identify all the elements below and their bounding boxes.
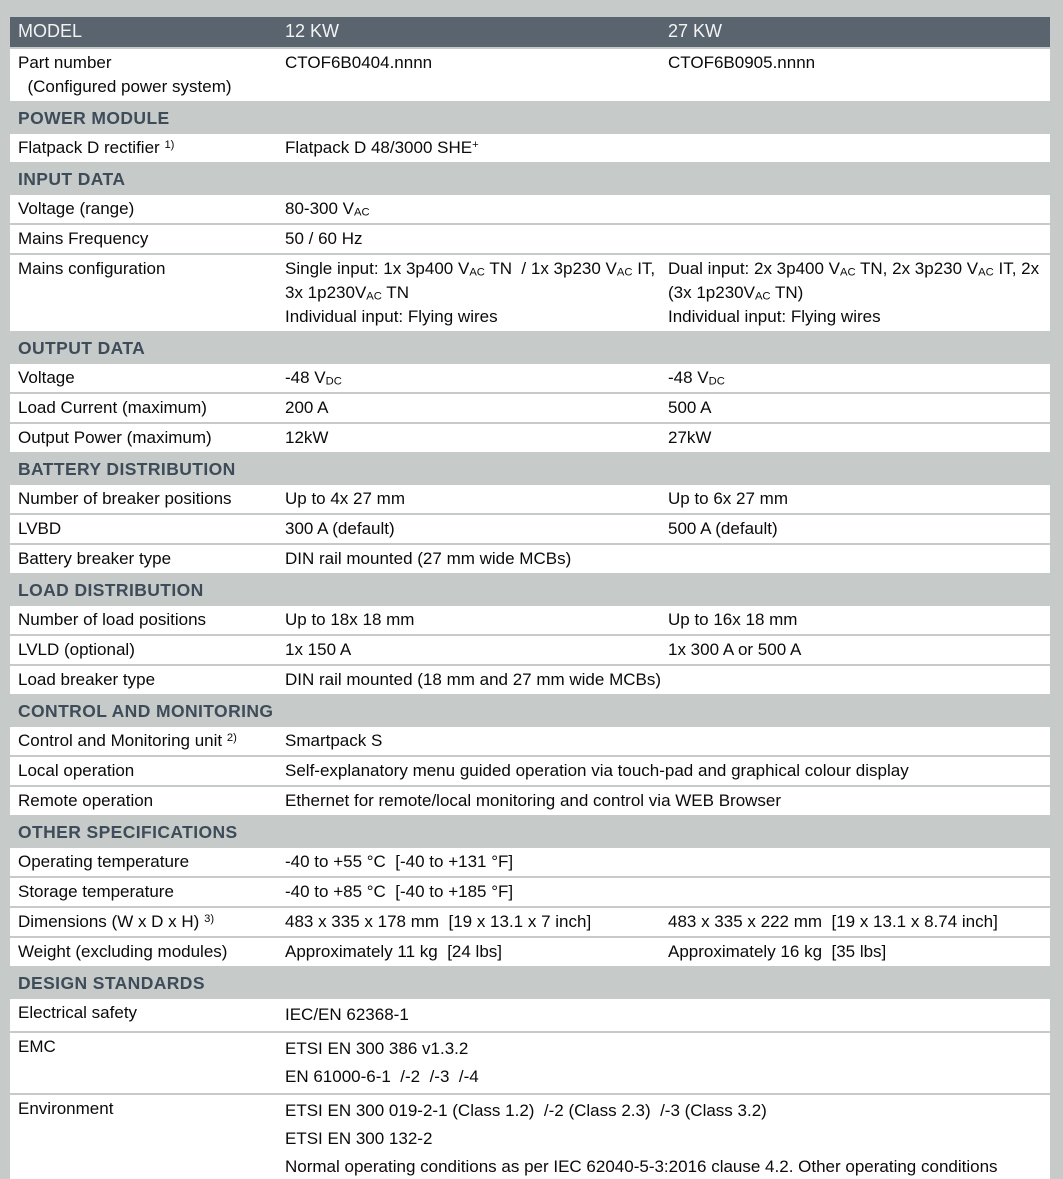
output-voltage-12kw: -48 $V_{DC}$: [285, 368, 342, 388]
output-power-label: Output Power (maximum): [18, 428, 212, 447]
row-breaker-positions: [10, 485, 1050, 513]
row-load-positions: [10, 606, 1050, 634]
dimensions-12kw: 483 x 335 x 178 mm [19 x 13.1 x 7 inch]: [285, 912, 592, 931]
emc-label: EMC: [18, 1037, 56, 1056]
section-other-specifications: [10, 817, 1050, 847]
section-power-module: [10, 103, 1050, 133]
section-title-battery-distribution: BATTERY DISTRIBUTION: [18, 459, 236, 479]
mains-configuration-12kw: Single input: 1x 3p400 $V_{AC}$ TN / 1x 3p230 $V_{AC}$ IT, 3x $1p230V_{AC}$ TN Individual input: Flying wires: [285, 259, 660, 326]
rectifier-value: Flatpack D 48/3000 SHE+: [285, 138, 479, 157]
load-current-12kw: 200 A: [285, 398, 329, 417]
local-operation-value: Self-explanatory menu guided operation via touch-pad and graphical colour display: [285, 761, 909, 780]
header-12kw: 12 KW: [285, 21, 340, 41]
spec-table: [10, 17, 1050, 1179]
weight-12kw: Approximately 11 kg [24 lbs]: [285, 942, 503, 961]
breaker-positions-27kw: Up to 6x 27 mm: [668, 489, 788, 508]
part-number-12kw: CTOF6B0404.nnnn: [285, 53, 433, 72]
row-operating-temperature: [10, 848, 1050, 876]
section-output-data: [10, 333, 1050, 363]
row-output-power: [10, 424, 1050, 452]
section-load-distribution: [10, 575, 1050, 605]
storage-temperature-label: Storage temperature: [18, 882, 174, 901]
lvbd-27kw: 500 A (default): [668, 519, 778, 538]
load-current-label: Load Current (maximum): [18, 398, 207, 417]
row-electrical-safety: [10, 999, 1050, 1031]
section-title-output-data: OUTPUT DATA: [18, 338, 146, 358]
row-load-breaker-type: [10, 666, 1050, 694]
part-number-label: Part number (Configured power system): [18, 53, 232, 96]
part-number-27kw: CTOF6B0905.nnnn: [668, 53, 816, 72]
row-weight: [10, 938, 1050, 966]
emc-value: ETSI EN 300 386 v1.3.2 EN 61000-6-1 /-2 /-3 /-4: [285, 1039, 479, 1086]
lvbd-12kw: 300 A (default): [285, 519, 395, 538]
electrical-safety-label: Electrical safety: [18, 1003, 138, 1022]
section-title-other-specifications: OTHER SPECIFICATIONS: [18, 822, 238, 842]
section-title-load-distribution: LOAD DISTRIBUTION: [18, 580, 204, 600]
load-positions-label: Number of load positions: [18, 610, 207, 629]
section-battery-distribution: [10, 454, 1050, 484]
environment-label: Environment: [18, 1099, 114, 1118]
row-dimensions: [10, 908, 1050, 936]
load-positions-27kw: Up to 16x 18 mm: [668, 610, 798, 629]
load-breaker-type-value: DIN rail mounted (18 mm and 27 mm wide MCBs): [285, 670, 662, 689]
operating-temperature-label: Operating temperature: [18, 852, 190, 871]
battery-breaker-type-value: DIN rail mounted (27 mm wide MCBs): [285, 549, 572, 568]
row-lvld: [10, 636, 1050, 664]
weight-27kw: Approximately 16 kg [35 lbs]: [668, 942, 887, 961]
control-unit-label: Control and Monitoring unit $^{2)}$: [18, 731, 237, 750]
breaker-positions-12kw: Up to 4x 27 mm: [285, 489, 405, 508]
row-lvbd: [10, 515, 1050, 543]
mains-configuration-label: Mains configuration: [18, 259, 166, 278]
load-positions-12kw: Up to 18x 18 mm: [285, 610, 415, 629]
section-title-control-and-monitoring: CONTROL AND MONITORING: [18, 701, 274, 721]
lvbd-label: LVBD: [18, 519, 62, 538]
battery-breaker-type-label: Battery breaker type: [18, 549, 172, 568]
rectifier-label: Flatpack D rectifier $^{1)}$: [18, 138, 175, 157]
row-remote-operation: [10, 787, 1050, 815]
operating-temperature-value: -40 to +55 °C [-40 to +131 °F]: [285, 852, 514, 871]
mains-frequency-label: Mains Frequency: [18, 229, 149, 248]
row-emc: [10, 1033, 1050, 1093]
row-output-voltage: [10, 364, 1050, 392]
voltage-range-value: 80-300 $V_{AC}$: [285, 199, 370, 219]
section-design-standards: [10, 968, 1050, 998]
load-breaker-type-label: Load breaker type: [18, 670, 156, 689]
row-storage-temperature: [10, 878, 1050, 906]
section-title-design-standards: DESIGN STANDARDS: [18, 973, 205, 993]
lvld-label: LVLD (optional): [18, 640, 135, 659]
row-voltage-range: [10, 195, 1050, 223]
storage-temperature-value: -40 to +85 °C [-40 to +185 °F]: [285, 882, 514, 901]
output-power-27kw: 27kW: [668, 428, 712, 447]
section-title-power-module: POWER MODULE: [18, 108, 170, 128]
output-voltage-label: Voltage: [18, 368, 75, 387]
local-operation-label: Local operation: [18, 761, 135, 780]
mains-frequency-value: 50 / 60 Hz: [285, 229, 363, 248]
control-unit-value: Smartpack S: [285, 731, 383, 750]
table-header-row: [10, 17, 1050, 47]
section-control-and-monitoring: [10, 696, 1050, 726]
remote-operation-value: Ethernet for remote/local monitoring and control via WEB Browser: [285, 791, 782, 810]
output-voltage-27kw: -48 $V_{DC}$: [668, 368, 725, 388]
remote-operation-label: Remote operation: [18, 791, 154, 810]
breaker-positions-label: Number of breaker positions: [18, 489, 232, 508]
row-environment: [10, 1095, 1050, 1179]
row-load-current: [10, 394, 1050, 422]
row-control-unit: [10, 727, 1050, 755]
dimensions-label: Dimensions (W x D x H) $^{3)}$: [18, 912, 215, 931]
electrical-safety-value: IEC/EN 62368-1: [285, 1005, 409, 1024]
header-model: MODEL: [18, 21, 83, 41]
weight-label: Weight (excluding modules): [18, 942, 228, 961]
lvld-27kw: 1x 300 A or 500 A: [668, 640, 802, 659]
row-part-number: [10, 49, 1050, 101]
voltage-range-label: Voltage (range): [18, 199, 135, 218]
row-mains-configuration: [10, 255, 1050, 331]
lvld-12kw: 1x 150 A: [285, 640, 352, 659]
header-27kw: 27 KW: [668, 21, 723, 41]
row-rectifier: [10, 134, 1050, 162]
dimensions-27kw: 483 x 335 x 222 mm [19 x 13.1 x 8.74 inch]: [668, 912, 998, 931]
mains-configuration-27kw: Dual input: 2x 3p400 $V_{AC}$ TN, 2x 3p230 $V_{AC}$ IT, 2x (3x $1p230V_{AC}$ TN) Individual input: Flying wires: [668, 259, 1044, 326]
output-power-12kw: 12kW: [285, 428, 329, 447]
section-title-input-data: INPUT DATA: [18, 169, 126, 189]
section-input-data: [10, 164, 1050, 194]
row-mains-frequency: [10, 225, 1050, 253]
row-battery-breaker-type: [10, 545, 1050, 573]
load-current-27kw: 500 A: [668, 398, 712, 417]
row-local-operation: [10, 757, 1050, 785]
environment-value: ETSI EN 300 019-2-1 (Class 1.2) /-2 (Class 2.3) /-3 (Class 3.2) ETSI EN 300 132-2 Normal operating conditions as per IEC 62040-5-3:2016 clause 4.2. Other operating conditions: [285, 1101, 998, 1176]
